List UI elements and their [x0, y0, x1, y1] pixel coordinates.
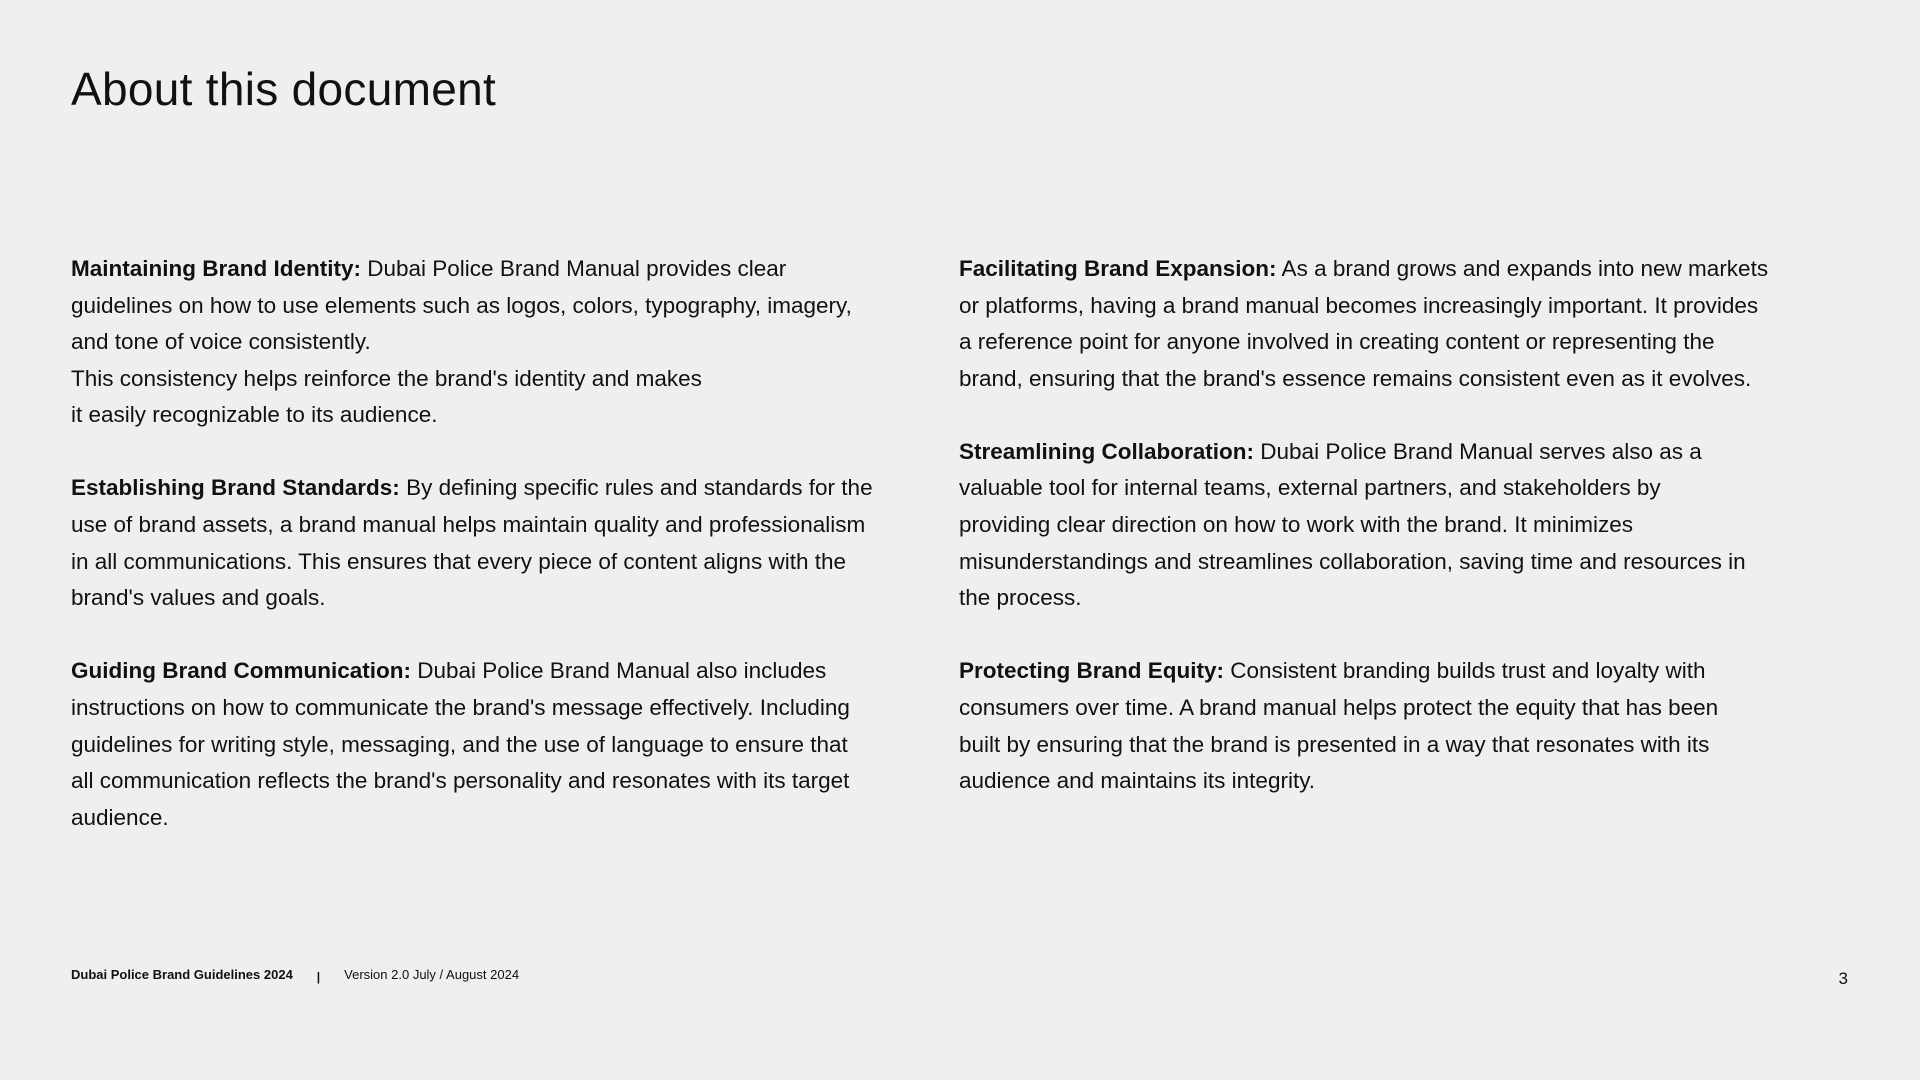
section-guiding-brand-communication [71, 653, 901, 836]
section-text-line: brand's values and goals. [71, 585, 326, 611]
right-column [959, 251, 1799, 836]
left-column [71, 251, 901, 873]
section-text-line: and tone of voice consistently. [71, 329, 371, 355]
section-facilitating-brand-expansion [959, 251, 1799, 397]
footer-separator: | [316, 969, 321, 984]
section-streamlining-collaboration [959, 434, 1799, 617]
section-text-line: audience and maintains its integrity. [959, 768, 1316, 794]
section-heading: Guiding Brand Communication: [71, 658, 411, 684]
section-text-line: This consistency helps reinforce the brand's identity and makes [71, 365, 702, 391]
section-heading: Maintaining Brand Identity: [71, 256, 361, 281]
section-text-line: misunderstandings and streamlines collaboration, saving time and resources in [959, 548, 1746, 574]
section-text-line: brand, ensuring that the brand's essence remains consistent even as it evolves. [959, 365, 1752, 391]
section-text-line: in all communications. This ensures that every piece of content aligns with the [71, 548, 846, 574]
page-title: About this document [71, 63, 497, 115]
section-maintaining-brand-identity [71, 251, 901, 434]
section-heading: Streamlining Collaboration: [959, 438, 1255, 464]
section-establishing-brand-standards [71, 470, 901, 616]
section-text-line: it easily recognizable to its audience. [71, 402, 438, 428]
section-text-line: consumers over time. A brand manual helps protect the equity that has been [959, 694, 1719, 720]
section-text-line: built by ensuring that the brand is presented in a way that resonates with its [959, 731, 1710, 757]
footer [71, 967, 519, 982]
section-text-line: As a brand grows and expands into new markets [1276, 256, 1769, 281]
section-text-line: or platforms, having a brand manual becomes increasingly important. It provides [959, 292, 1759, 318]
section-text-line: valuable tool for internal teams, external partners, and stakeholders by [959, 475, 1661, 501]
section-text-line: Dubai Police Brand Manual also includes [410, 658, 827, 684]
section-text-line: Dubai Police Brand Manual provides clear [361, 256, 787, 281]
section-heading: Establishing Brand Standards: [71, 475, 400, 501]
footer-document-title: Dubai Police Brand Guidelines 2024 [71, 967, 293, 982]
section-text-line: guidelines for writing style, messaging, and the use of language to ensure that [71, 731, 848, 757]
section-text-line: audience. [71, 804, 169, 830]
section-heading: Protecting Brand Equity: [959, 658, 1225, 684]
footer-version: Version 2.0 July / August 2024 [344, 967, 520, 982]
section-text-line: instructions on how to communicate the brand's message effectively. Including [71, 694, 850, 720]
section-text-line: all communication reflects the brand's personality and resonates with its target [71, 768, 850, 794]
page-number: 3 [1838, 969, 1848, 988]
section-text-line: Consistent branding builds trust and loyalty with [1224, 658, 1706, 684]
section-text-line: providing clear direction on how to work with the brand. It minimizes [959, 512, 1634, 538]
section-protecting-brand-equity [959, 653, 1799, 799]
section-heading: Facilitating Brand Expansion: [959, 256, 1277, 281]
section-text-line: By defining specific rules and standards for the [399, 475, 873, 501]
section-text-line: use of brand assets, a brand manual helps maintain quality and professionalism [71, 512, 866, 538]
section-text-line: guidelines on how to use elements such as logos, colors, typography, imagery, [71, 292, 852, 318]
section-text-line: Dubai Police Brand Manual serves also as a [1254, 438, 1702, 464]
section-text-line: the process. [959, 585, 1082, 611]
section-text-line: a reference point for anyone involved in creating content or representing the [959, 329, 1715, 355]
